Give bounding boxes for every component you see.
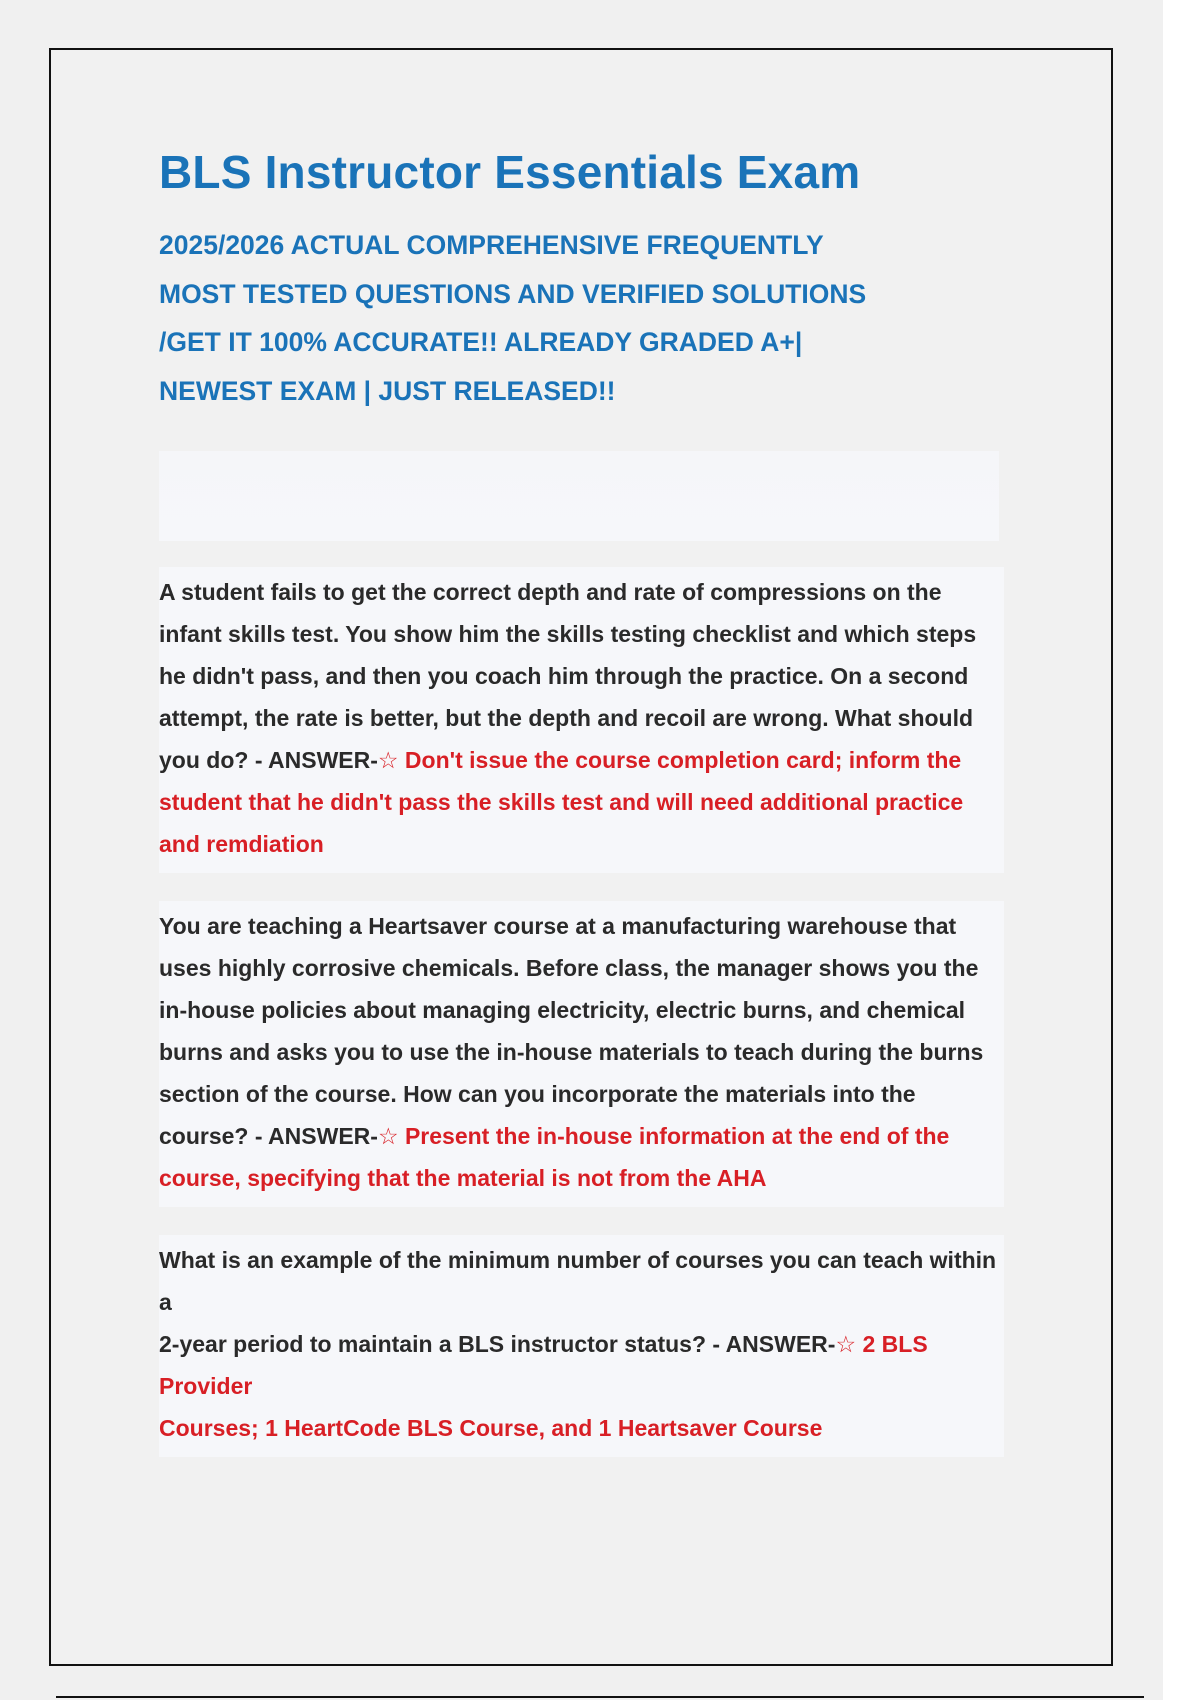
- qa-item: [159, 901, 1004, 1207]
- document-title: BLS Instructor Essentials Exam: [159, 146, 861, 198]
- question-text: A student fails to get the correct depth and rate of compressions on the infant skills test. You show him the skills testing checklist and which steps he didn't pass, and then you coach him through the practice. On a second attempt, the rate is better, but the depth and recoil are wrong. What should you do? - ANSWER-: [159, 579, 977, 773]
- question-text: 2-year period to maintain a BLS instructor status? - ANSWER-: [159, 1331, 836, 1357]
- bottom-rule: [56, 1696, 1144, 1698]
- qa-text: [159, 905, 1004, 1199]
- qa-text: [159, 1323, 1004, 1407]
- page-content: [159, 145, 1059, 1457]
- right-margin-strip: [1163, 0, 1200, 1700]
- answer-line: Courses; 1 HeartCode BLS Course, and 1 Heartsaver Course: [159, 1415, 823, 1441]
- answer-text: Present the in-house information at the end of the course, specifying that the material is not from the AHA: [159, 1123, 950, 1191]
- question-text: You are teaching a Heartsaver course at a manufacturing warehouse that uses highly corrosive chemicals. Before class, the manager shows you the in-house policies about managing electricity, electric burns, and chemical burns and asks you to use the in-house materials to teach during the burns section of the course. How can you incorporate the materials into the course? - ANSWER-: [159, 913, 984, 1149]
- question-line: What is an example of the minimum number of courses you can teach within a: [159, 1247, 997, 1315]
- star-icon: ☆: [835, 1331, 857, 1357]
- answer-text: Don't issue the course completion card; inform the student that he didn't pass the skills test and will need additional practice and remdiation: [159, 747, 964, 857]
- qa-item: [159, 1235, 1004, 1457]
- star-icon: ☆: [377, 1123, 399, 1149]
- blank-highlight-block: [159, 451, 999, 541]
- star-icon: ☆: [377, 747, 399, 773]
- document-subtitle: 2025/2026 ACTUAL COMPREHENSIVE FREQUENTLY MOST TESTED QUESTIONS AND VERIFIED SOLUTIONS /GET IT 100% ACCURATE!! ALREADY GRADED A+| NEWEST EXAM | JUST RELEASED!!: [159, 230, 867, 406]
- qa-text: [159, 571, 1004, 865]
- document-page: [49, 48, 1113, 1666]
- qa-item: [159, 567, 1004, 873]
- answer-text: 2 BLS Provider: [159, 1331, 928, 1399]
